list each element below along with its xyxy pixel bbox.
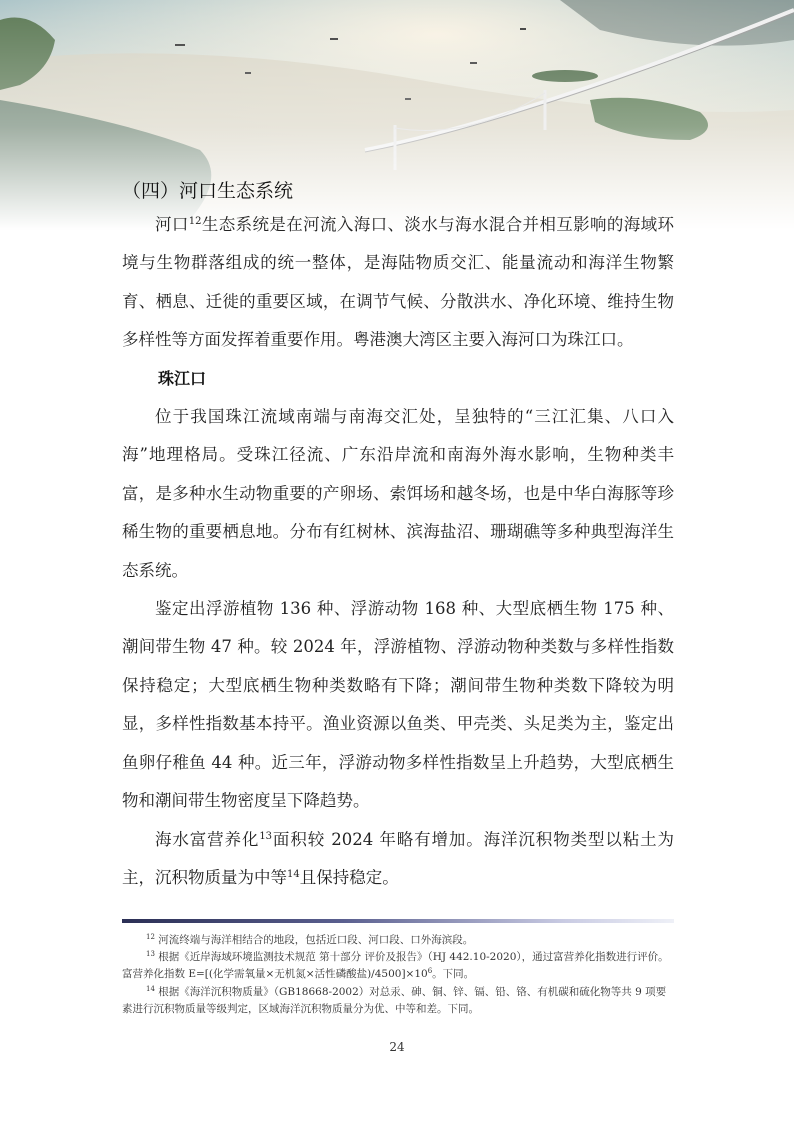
- paragraph-location: 位于我国珠江流域南端与南海交汇处，呈独特的“三江汇集、八口入海”地理格局。受珠江径流、广东沿岸流和南海外海水影响，生物种类丰富，是多种水生动物重要的产卵场、索饵场和越冬场，也是中华白海豚等珍稀生物的重要栖息地。分布有红树林、滨海盐沼、珊瑚礁等多种典型海洋生态系统。: [122, 407, 674, 580]
- paragraph-eutrophication: [122, 821, 674, 898]
- footnote-number: 14: [146, 985, 155, 993]
- footnote-divider: [122, 919, 674, 923]
- footnote-text: 根据《近岸海域环境监测技术规范 第十部分 评价及报告》（HJ 442.10-2020），通过富营养化指数进行评价。富营养化指数 E=[(化学需氧量×无机氮×活性磷酸盐)/4500]×10: [122, 951, 669, 980]
- exponent: 6: [427, 967, 433, 975]
- footnote-number: 12: [146, 933, 155, 941]
- para3-text-b: 面积较 2024 年略有增加。海洋沉积物类型以粘土为主，沉积物质量为中等: [122, 829, 674, 887]
- footnote-ref-14: 14: [287, 868, 300, 880]
- section-heading: （四）河口生态系统: [122, 180, 294, 202]
- main-content: [122, 176, 674, 897]
- footnote-text-end: 。下同。: [432, 968, 475, 980]
- footnote-13: [122, 949, 674, 983]
- page-number: 24: [389, 1040, 405, 1054]
- footnote-ref-12: 12: [188, 216, 202, 227]
- footnote-text: 河流终端与海洋相结合的地段，包括近口段、河口段、口外海滨段。: [158, 934, 474, 946]
- para3-text-c: 且保持稳定。: [299, 867, 399, 887]
- intro-paragraph: [122, 206, 674, 360]
- footnote-12: [122, 932, 674, 949]
- intro-text-post: 生态系统是在河流入海口、淡水与海水混合并相互影响的海域环境与生物群落组成的统一整体，是海陆物质交汇、能量流动和海洋生物繁育、栖息、迁徙的重要区域，在调节气候、分散洪水、净化环境、维持生物多样性等方面发挥着重要作用。粤港澳大湾区主要入海河口为珠江口。: [122, 215, 675, 350]
- footnote-number: 13: [146, 950, 155, 958]
- para3-text-a: 海水富营养化: [155, 829, 260, 849]
- subheading-pearl-river-estuary: 珠江口: [158, 368, 207, 388]
- intro-text-pre: 河口: [155, 215, 189, 234]
- footnote-ref-13: 13: [259, 830, 273, 842]
- footnote-text: 根据《海洋沉积物质量》（GB18668-2002）对总汞、砷、铜、锌、镉、铅、铬、有机碳和硫化物等共 9 项要素进行沉积物质量等级判定，区域海洋沉积物质量分为优、中等和差。下同。: [122, 986, 667, 1015]
- footnote-14: [122, 984, 674, 1018]
- paragraph-species: 鉴定出浮游植物 136 种、浮游动物 168 种、大型底栖生物 175 种、潮间带生物 47 种。较 2024 年，浮游植物、浮游动物种类数与多样性指数保持稳定；大型底栖生物种类数略有下降；潮间带生物种类数下降较为明显，多样性指数基本持平。渔业资源以鱼类、甲壳类、头足类为主，鉴定出鱼卵仔稚鱼 44 种。近三年，浮游动物多样性指数呈上升趋势，大型底栖生物和潮间带生物密度呈下降趋势。: [122, 599, 674, 811]
